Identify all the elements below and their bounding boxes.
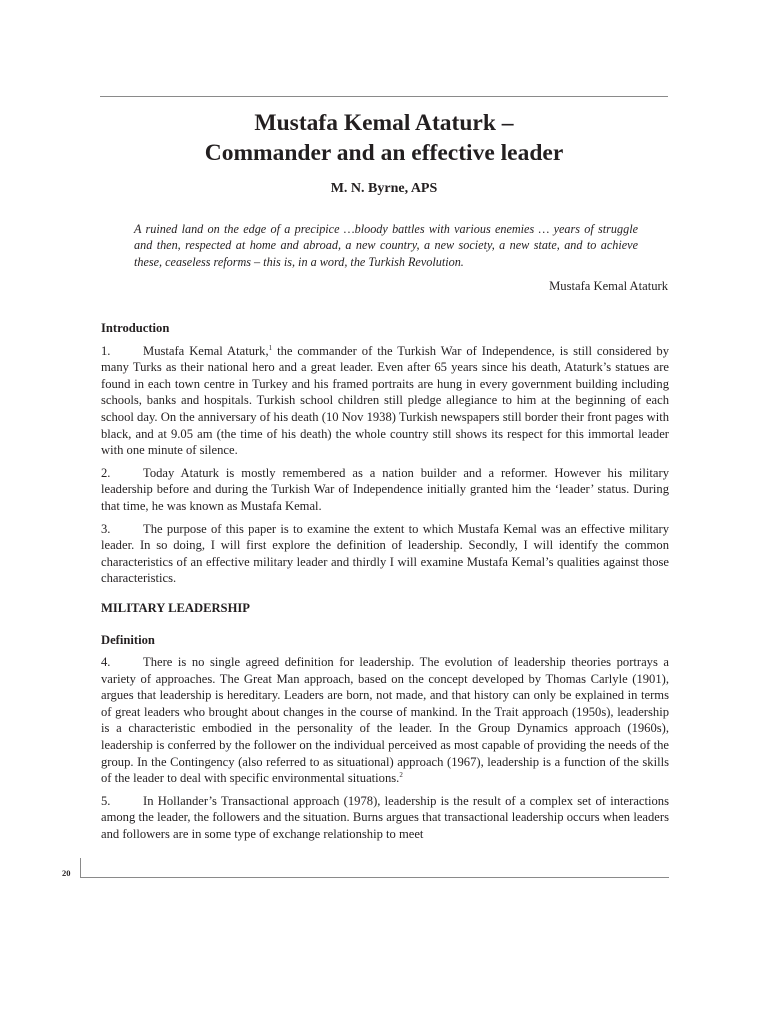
section-heading-military-leadership: MILITARY LEADERSHIP (101, 600, 250, 615)
page-number: 20 (62, 868, 71, 878)
paragraph-lead: Mustafa Kemal Ataturk, (143, 343, 269, 358)
header-rule (100, 96, 668, 97)
footnote-marker: 2 (399, 771, 403, 780)
paragraph-number: 3. (101, 521, 111, 536)
paragraph-text: the commander of the Turkish War of Independence, is still considered by many Turks as their national hero and a great leader. Even after 65 years since his death, Ataturk’s statues are found in each town centre in Turkey and his framed portraits are hung in every government building including schools, banks and hospitals. Turkish school children still pledge allegiance to him at the beginning of each school day. On the anniversary of his death (10 Nov 1938) Turkish newspapers still border their front pages with black, and at 9.05 am (the time of his death) the whole country still shows its respect for this immortal leader with one minute of silence. (101, 343, 670, 458)
article-title-line-2: Commander and an effective leader (204, 140, 564, 166)
paragraph-text: Today Ataturk is mostly remembered as a nation builder and a reformer. However his military leadership before and during the Turkish War of Independence initially granted him the ‘leader’ status. During that time, he was known as Mustafa Kemal. (101, 465, 669, 513)
epigraph-attribution: Mustafa Kemal Ataturk (549, 279, 668, 293)
author-byline: M. N. Byrne, APS (330, 181, 438, 196)
footer-tick (80, 858, 81, 878)
paragraph-text: In Hollander’s Transactional approach (1978), leadership is the result of a complex set of interactions among the leader, the followers and the situation. Burns argues that transactional leadership occurs when leaders and followers are in some type of exchange relationship to meet (101, 793, 669, 842)
article-body (101, 320, 669, 843)
title-block (100, 108, 668, 198)
paragraph-text: The purpose of this paper is to examine the extent to which Mustafa Kemal was an effective military leader. In so doing, I will first explore the definition of leadership. Secondly, I will identify the common characteristics of an effective military leader and thirdly I will examine Mustafa Kemal’s qualities against those characteristics. (101, 521, 669, 586)
subsection-heading-definition: Definition (101, 632, 155, 647)
article-title-line-1: Mustafa Kemal Ataturk – (254, 110, 514, 136)
section-heading-introduction: Introduction (101, 321, 170, 335)
paragraph-3 (101, 521, 669, 587)
paragraph-2 (101, 465, 669, 515)
paragraph-number: 1. (101, 343, 111, 358)
epigraph-quote: A ruined land on the edge of a precipice …bloody battles with various enemies … years of struggle and then, respected at home and abroad, a new country, a new society, a new state, and to achieve these, ceaseless reforms – this is, in a word, the Turkish Revolution. (134, 222, 638, 269)
paragraph-number: 4. (101, 655, 111, 670)
paragraph-4 (101, 654, 669, 787)
footer-rule (80, 877, 669, 878)
paragraph-number: 2. (101, 465, 111, 480)
footnote-marker: 1 (268, 343, 273, 352)
paragraph-1 (101, 343, 669, 459)
paragraph-text: There is no single agreed definition for leadership. The evolution of leadership theories portrays a variety of approaches. The Great Man approach, based on the concept developed by Thomas Carlyle (1901), argues that leadership is hereditary. Leaders are born, not made, and that history can only be explained in terms of great leaders who brought about changes in the course of mankind. In the Trait approach (1950s), leadership is a characteristic embodied in the personality of the leader. In the Group Dynamics approach (1960s), leadership is conferred by the follower on the individual perceived as most capable of providing the needs of the group. In the Contingency (also referred to as situational) approach (1967), leadership is a function of the skills of the leader to deal with specific environmental situations. (101, 655, 669, 786)
paragraph-number: 5. (101, 793, 111, 808)
paragraph-5 (101, 793, 669, 843)
